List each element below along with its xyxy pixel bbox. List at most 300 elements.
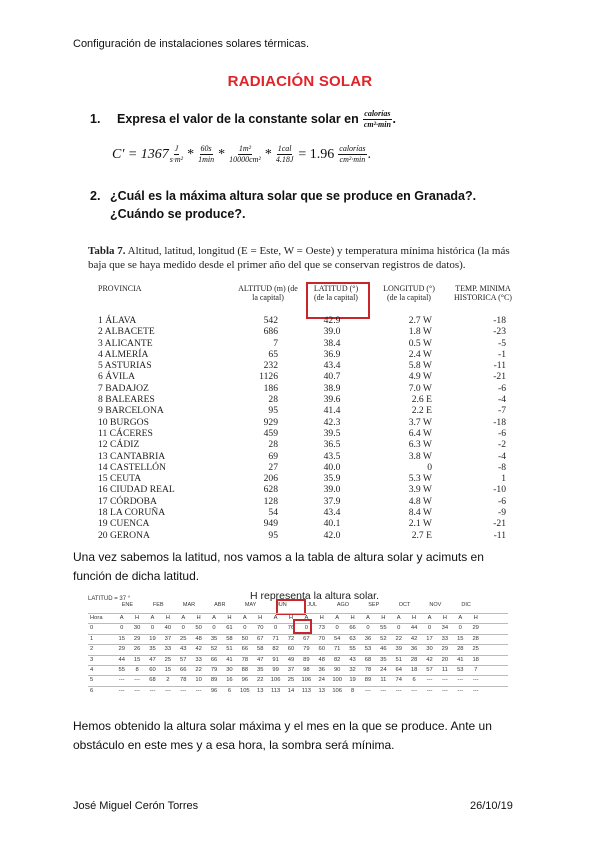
solar-cell: 50 — [241, 635, 249, 642]
solar-cell: 68 — [149, 677, 156, 684]
table-row — [88, 451, 518, 462]
solar-cell: 52 — [210, 646, 218, 653]
solar-cell: --- — [426, 687, 433, 694]
longitud-cell: 8.4 W — [408, 507, 432, 519]
solar-cell: 30 — [426, 646, 433, 653]
times-sign: * — [264, 146, 272, 162]
hour-cell: 2 — [90, 646, 94, 653]
solar-cell: --- — [442, 677, 448, 684]
solar-cell: --- — [380, 687, 387, 694]
hour-cell: 5 — [90, 677, 94, 684]
table-row — [88, 484, 518, 495]
altitud-cell: 459 — [263, 427, 278, 439]
solar-cell: 28 — [472, 635, 479, 642]
solar-cell: 70 — [318, 635, 325, 642]
month-header: ENE — [121, 602, 134, 608]
solar-cell: A — [427, 615, 432, 621]
solar-cell: 89 — [303, 656, 310, 663]
solar-cell: --- — [118, 687, 125, 694]
province-cell: 6 ÁVILA — [98, 371, 136, 383]
solar-cell: 61 — [226, 625, 233, 632]
solar-cell: 106 — [332, 687, 342, 694]
solar-cell: --- — [134, 677, 140, 684]
solar-cell: 90 — [333, 666, 341, 673]
month-header: NOV — [429, 602, 442, 608]
header-longitud: LONGITUD (°) (de la capital) — [383, 284, 435, 302]
province-cell: 18 LA CORUÑA — [98, 507, 166, 519]
table-row — [88, 360, 518, 371]
temp-cell: -21 — [493, 518, 506, 530]
solar-cell: 113 — [270, 687, 281, 694]
solar-cell: 19 — [149, 635, 156, 642]
solar-cell: 42 — [195, 646, 202, 653]
latitud-cell: 39.6 — [323, 394, 341, 406]
solar-cell: H — [165, 615, 170, 621]
fraction-num: 60s — [200, 144, 212, 153]
solar-row — [88, 644, 508, 654]
solar-cell: 57 — [180, 656, 187, 663]
header-latitud: LATITUD (°) (de la capital) — [313, 284, 359, 302]
solar-altitude-table-image — [88, 590, 508, 696]
month-header: AGO — [336, 602, 350, 608]
solar-cell: 43 — [180, 646, 187, 653]
solar-cell: 40 — [164, 625, 172, 632]
fraction-den: s·m² — [169, 155, 184, 164]
solar-cell: 106 — [270, 677, 281, 684]
table-caption — [88, 244, 518, 272]
solar-cell: A — [304, 615, 309, 621]
fraction-num: 1m² — [238, 144, 252, 153]
latitud-cell: 38.4 — [323, 337, 341, 349]
hour-cell: Hora — [90, 615, 103, 621]
solar-cell: 55 — [349, 646, 356, 653]
altitud-cell: 7 — [273, 337, 278, 349]
solar-cell: 89 — [210, 677, 218, 684]
hour-cell: 3 — [90, 656, 94, 663]
solar-cell: A — [273, 615, 278, 621]
solar-cell: 26 — [133, 646, 141, 653]
solar-cell: 35 — [256, 666, 264, 673]
solar-cell: 70 — [256, 625, 264, 632]
temp-cell: -23 — [493, 326, 506, 338]
month-header: MAY — [244, 602, 257, 608]
month-header: SEP — [368, 602, 380, 608]
solar-cell: 79 — [303, 646, 310, 653]
unit-denominator: cm²·min — [363, 120, 391, 130]
solar-cell: 44 — [118, 656, 125, 663]
latitud-cell: 39.0 — [323, 484, 341, 496]
longitud-cell: 6.3 W — [408, 439, 432, 451]
altitud-cell: 69 — [268, 450, 278, 462]
solar-cell: 16 — [226, 677, 233, 684]
solar-cell: 99 — [272, 666, 279, 673]
solar-cell: 66 — [210, 656, 218, 663]
province-cell: 15 CEUTA — [98, 473, 142, 485]
unit-fraction — [363, 110, 391, 129]
month-header: OCT — [398, 602, 411, 608]
fraction-2 — [198, 145, 214, 164]
solar-cell: 43 — [349, 656, 356, 663]
solar-cell: 35 — [210, 635, 218, 642]
paragraph-latitud: Una vez sabemos la latitud, nos vamos a la tabla de altura solar y acimuts en función de dicha latitud. — [73, 550, 484, 583]
province-cell: 17 CÓRDOBA — [98, 495, 157, 507]
solar-cell: 66 — [180, 666, 187, 673]
solar-cell: --- — [395, 687, 402, 694]
solar-cell: A — [366, 615, 370, 621]
solar-cell: 28 — [410, 656, 418, 663]
table-row — [88, 530, 518, 540]
solar-cell: --- — [411, 687, 418, 694]
altitud-cell: 628 — [263, 484, 278, 496]
latitud-cell: 36.5 — [323, 439, 341, 451]
altitud-cell: 186 — [263, 382, 278, 394]
solar-cell: 48 — [318, 656, 325, 663]
solar-cell: 22 — [256, 677, 264, 684]
solar-cell: H — [319, 615, 324, 621]
temp-cell: -11 — [493, 529, 506, 540]
latitud-cell: 42.0 — [323, 529, 341, 540]
fraction-num: calorías — [339, 144, 366, 153]
hour-cell: 4 — [90, 666, 94, 673]
altitud-cell: 542 — [263, 315, 278, 326]
solar-cell: --- — [365, 687, 371, 694]
solar-cell: 22 — [195, 666, 202, 673]
longitud-cell: 4.8 W — [408, 495, 432, 507]
question-1 — [90, 110, 510, 129]
longitud-cell: 2.4 W — [408, 348, 432, 360]
solar-cell: 42 — [426, 656, 433, 663]
altitud-cell: 54 — [268, 507, 278, 519]
solar-cell: 66 — [349, 625, 356, 632]
month-header: JUN — [276, 602, 287, 608]
longitud-cell: 3.8 W — [408, 450, 432, 462]
solar-cell: 11 — [441, 666, 448, 673]
solar-cell: --- — [472, 677, 479, 684]
fraction-5 — [338, 145, 366, 164]
solar-cell: 17 — [426, 635, 433, 642]
solar-row — [88, 686, 508, 696]
solar-cell: --- — [118, 677, 125, 684]
solar-cell: 57 — [426, 666, 433, 673]
solar-cell: H — [258, 615, 263, 621]
times-sign: * — [218, 146, 226, 162]
province-cell: 11 CÁCERES — [98, 427, 153, 439]
table-row — [88, 349, 518, 360]
solar-cell: 63 — [349, 635, 356, 642]
solar-row — [88, 634, 508, 644]
solar-cell: 0 — [304, 625, 308, 632]
province-cell: 7 BADAJOZ — [98, 382, 149, 394]
province-cell: 19 CUENCA — [98, 518, 150, 530]
table-row — [88, 496, 518, 507]
temp-cell: -10 — [493, 484, 506, 496]
solar-cell: 33 — [441, 635, 449, 642]
solar-cell: H — [134, 615, 140, 621]
altitud-cell: 28 — [268, 439, 278, 451]
solar-cell: H — [473, 615, 478, 621]
province-cell: 12 CÁDIZ — [98, 439, 140, 451]
solar-cell: 0 — [181, 625, 185, 632]
solar-cell: --- — [164, 687, 171, 694]
question-text: Expresa el valor de la constante solar en — [117, 112, 359, 126]
hour-cell: 6 — [90, 687, 94, 694]
table-caption-text: Altitud, latitud, longitud (E = Este, W = Oeste) y temperatura mínima histórica (la más baja que se haya medido desde el primer año del que se conservan registros de datos). — [88, 245, 510, 271]
solar-cell: 0 — [273, 625, 278, 632]
header-temp-minima: TEMP. MINIMA HISTORICA (°C) — [454, 284, 512, 302]
solar-cell: 52 — [380, 635, 387, 642]
solar-cell: 25 — [287, 677, 295, 684]
solar-cell: 13 — [318, 687, 325, 694]
solar-cell: 60 — [149, 666, 156, 673]
solar-cell: 82 — [333, 656, 341, 663]
solar-cell: 58 — [226, 635, 233, 642]
solar-cell: 78 — [241, 656, 249, 663]
solar-cell: A — [212, 615, 216, 621]
solar-cell: 100 — [332, 677, 342, 684]
solar-cell: --- — [472, 687, 479, 694]
solar-cell: 105 — [239, 687, 250, 694]
solar-cell: 37 — [164, 635, 172, 642]
solar-cell: 29 — [118, 646, 125, 653]
altitud-cell: 128 — [263, 495, 278, 507]
solar-cell: 8 — [350, 687, 355, 694]
solar-cell: 22 — [395, 635, 402, 642]
unit-numerator: calorías — [364, 109, 391, 119]
solar-cell: 0 — [335, 625, 339, 632]
solar-cell: 79 — [210, 666, 218, 673]
temp-cell: -9 — [498, 507, 506, 519]
conversion-formula — [112, 145, 371, 164]
solar-cell: 24 — [318, 677, 325, 684]
solar-cell: 44 — [410, 625, 418, 632]
latitud-cell: 40.0 — [323, 461, 341, 473]
table-row — [88, 338, 518, 349]
solar-cell: H — [288, 615, 294, 621]
fraction-den: 10000cm² — [229, 155, 261, 164]
table-row — [88, 394, 518, 405]
solar-cell: 78 — [364, 666, 372, 673]
solar-cell: 74 — [395, 677, 402, 684]
fraction-3 — [229, 145, 261, 164]
temp-cell: -6 — [498, 495, 506, 507]
question-2 — [90, 187, 520, 223]
question-number: 2. — [90, 189, 101, 203]
solar-cell: 55 — [380, 625, 387, 632]
latitud-cell: 39.0 — [323, 326, 341, 338]
solar-cell: 18 — [472, 656, 479, 663]
solar-row — [88, 675, 508, 685]
temp-cell: -21 — [493, 371, 506, 383]
solar-cell: --- — [180, 687, 187, 694]
solar-cell: 113 — [301, 687, 311, 694]
altitud-cell: 929 — [263, 416, 278, 428]
hour-cell: 0 — [90, 625, 94, 632]
times-sign: * — [187, 146, 195, 162]
longitud-cell: 3.9 W — [408, 484, 432, 496]
solar-cell: 30 — [133, 625, 141, 632]
solar-cell: 67 — [303, 635, 310, 642]
solar-cell: 6 — [227, 687, 232, 694]
longitud-cell: 2.6 E — [411, 394, 432, 406]
solar-cell: 88 — [241, 666, 249, 673]
temp-cell: -5 — [498, 337, 506, 349]
solar-cell: 0 — [427, 625, 432, 632]
latitud-cell: 40.7 — [323, 371, 341, 383]
province-cell: 3 ALICANTE — [98, 337, 153, 349]
province-cell: 16 CIUDAD REAL — [98, 484, 175, 496]
solar-cell: 60 — [287, 646, 295, 653]
solar-cell: 67 — [256, 635, 264, 642]
altitud-cell: 95 — [268, 405, 278, 417]
solar-cell: 29 — [133, 635, 141, 642]
longitud-cell: 4.9 W — [408, 371, 432, 383]
formula-lhs: C' = 1367 — [112, 146, 169, 162]
solar-cell: 24 — [380, 666, 387, 673]
solar-row — [88, 655, 508, 665]
solar-cell: 76 — [287, 625, 295, 632]
fraction-num: 1cal — [277, 144, 292, 153]
latitud-cell: 41.4 — [323, 405, 341, 417]
altitud-cell: 206 — [263, 473, 278, 485]
solar-cell: 25 — [180, 635, 187, 642]
header-altitud: ALTITUD (m) (de la capital) — [238, 284, 298, 302]
solar-cell: 51 — [226, 646, 233, 653]
paragraph-conclusion: Hemos obtenido la altura solar máxima y el mes en la que se produce. Ante un obstáculo en este mes y a esa hora, la sombra será mínima. — [73, 719, 492, 752]
temp-cell: -11 — [493, 360, 506, 372]
longitud-cell: 1.8 W — [408, 326, 432, 338]
temp-cell: -4 — [498, 450, 506, 462]
table-row — [88, 383, 518, 394]
latitud-cell: 43.4 — [323, 360, 341, 372]
table-row — [88, 439, 518, 450]
solar-cell: 54 — [333, 635, 341, 642]
solar-cell: 73 — [318, 625, 325, 632]
latitud-label: LATITUD = 37 ° — [88, 596, 131, 602]
latitud-cell: 43.4 — [323, 507, 341, 519]
solar-cell: A — [150, 615, 155, 621]
solar-cell: 20 — [441, 656, 449, 663]
table-7-image — [88, 244, 518, 540]
solar-cell: 11 — [380, 677, 387, 684]
fraction-4 — [276, 145, 294, 164]
solar-cell: H — [381, 615, 386, 621]
solar-cell: 41 — [226, 656, 233, 663]
solar-cell: A — [335, 615, 340, 621]
solar-cell: H — [350, 615, 355, 621]
page-title: RADIACIÓN SOLAR — [227, 73, 373, 90]
month-header: FEB — [152, 602, 164, 608]
solar-cell: 0 — [150, 625, 155, 632]
solar-cell: 19 — [349, 677, 356, 684]
solar-cell: 30 — [226, 666, 233, 673]
solar-cell: 18 — [410, 666, 418, 673]
solar-cell: 35 — [149, 646, 156, 653]
province-cell: 20 GERONA — [98, 529, 150, 540]
solar-cell: 96 — [210, 687, 218, 694]
province-cell: 4 ALMERÍA — [98, 348, 149, 360]
altitud-cell: 1126 — [259, 371, 278, 383]
altitud-cell: 949 — [263, 518, 278, 530]
solar-cell: 47 — [256, 656, 264, 663]
longitud-cell: 5.3 W — [408, 473, 432, 485]
longitud-cell: 7.0 W — [408, 382, 432, 394]
solar-cell: 50 — [195, 625, 202, 632]
solar-cell: 106 — [301, 677, 312, 684]
table-7-rows — [88, 315, 518, 540]
table-row — [88, 507, 518, 518]
solar-cell: --- — [149, 687, 156, 694]
fraction-1 — [170, 145, 183, 164]
latitud-cell: 40.1 — [323, 518, 341, 530]
solar-cell: 0 — [397, 625, 401, 632]
month-header: MAR — [182, 602, 196, 608]
solar-cell: 58 — [256, 646, 264, 653]
question-end: . — [392, 112, 396, 126]
temp-cell: 1 — [501, 473, 506, 485]
table-row — [88, 417, 518, 428]
solar-cell: 33 — [195, 656, 202, 663]
solar-cell: 72 — [287, 635, 295, 642]
latitud-cell: 43.5 — [323, 450, 341, 462]
temp-cell: -18 — [493, 315, 506, 326]
solar-cell: H — [442, 615, 447, 621]
latitud-cell: 38.9 — [323, 382, 341, 394]
temp-cell: -8 — [498, 461, 506, 473]
table-row — [88, 405, 518, 416]
table-row — [88, 326, 518, 337]
solar-cell: 13 — [256, 687, 264, 694]
table-caption-label: Tabla 7. — [88, 245, 126, 257]
table-row — [88, 518, 518, 529]
table-row — [88, 473, 518, 484]
solar-cell: 46 — [380, 646, 387, 653]
province-cell: 9 BARCELONA — [98, 405, 164, 417]
altitud-cell: 232 — [263, 360, 278, 372]
fraction-den: 4.18J — [275, 155, 294, 164]
solar-cell: 28 — [457, 646, 464, 653]
longitud-cell: 6.4 W — [408, 427, 432, 439]
altitud-cell: 27 — [268, 461, 278, 473]
month-header: JUL — [307, 602, 318, 608]
longitud-cell: 0.5 W — [408, 337, 432, 349]
temp-cell: -4 — [498, 394, 506, 406]
longitud-cell: 5.8 W — [408, 360, 432, 372]
longitud-cell: 2.7 E — [411, 529, 432, 540]
solar-cell: 10 — [195, 677, 202, 684]
solar-cell: 49 — [287, 656, 295, 663]
solar-cell: 2 — [166, 677, 170, 684]
solar-cell: 82 — [272, 646, 279, 653]
solar-cell: 36 — [318, 666, 325, 673]
solar-cell: 36 — [364, 635, 372, 642]
solar-cell: 36 — [410, 646, 418, 653]
solar-cell: 15 — [118, 635, 125, 642]
solar-cell: 0 — [366, 625, 370, 632]
solar-cell: 55 — [118, 666, 125, 673]
solar-cell: 47 — [149, 656, 156, 663]
solar-cell: 96 — [241, 677, 249, 684]
footer-date: 26/10/19 — [470, 800, 513, 812]
solar-table-title: H representa la altura solar. — [250, 590, 379, 602]
hour-cell: 1 — [90, 635, 94, 642]
solar-cell: 78 — [180, 677, 187, 684]
latitud-highlight — [306, 282, 370, 319]
table-row — [88, 371, 518, 382]
solar-cell: --- — [195, 687, 202, 694]
solar-cell: 15 — [164, 666, 172, 673]
solar-cell: 53 — [457, 666, 464, 673]
solar-cell: 25 — [472, 646, 479, 653]
